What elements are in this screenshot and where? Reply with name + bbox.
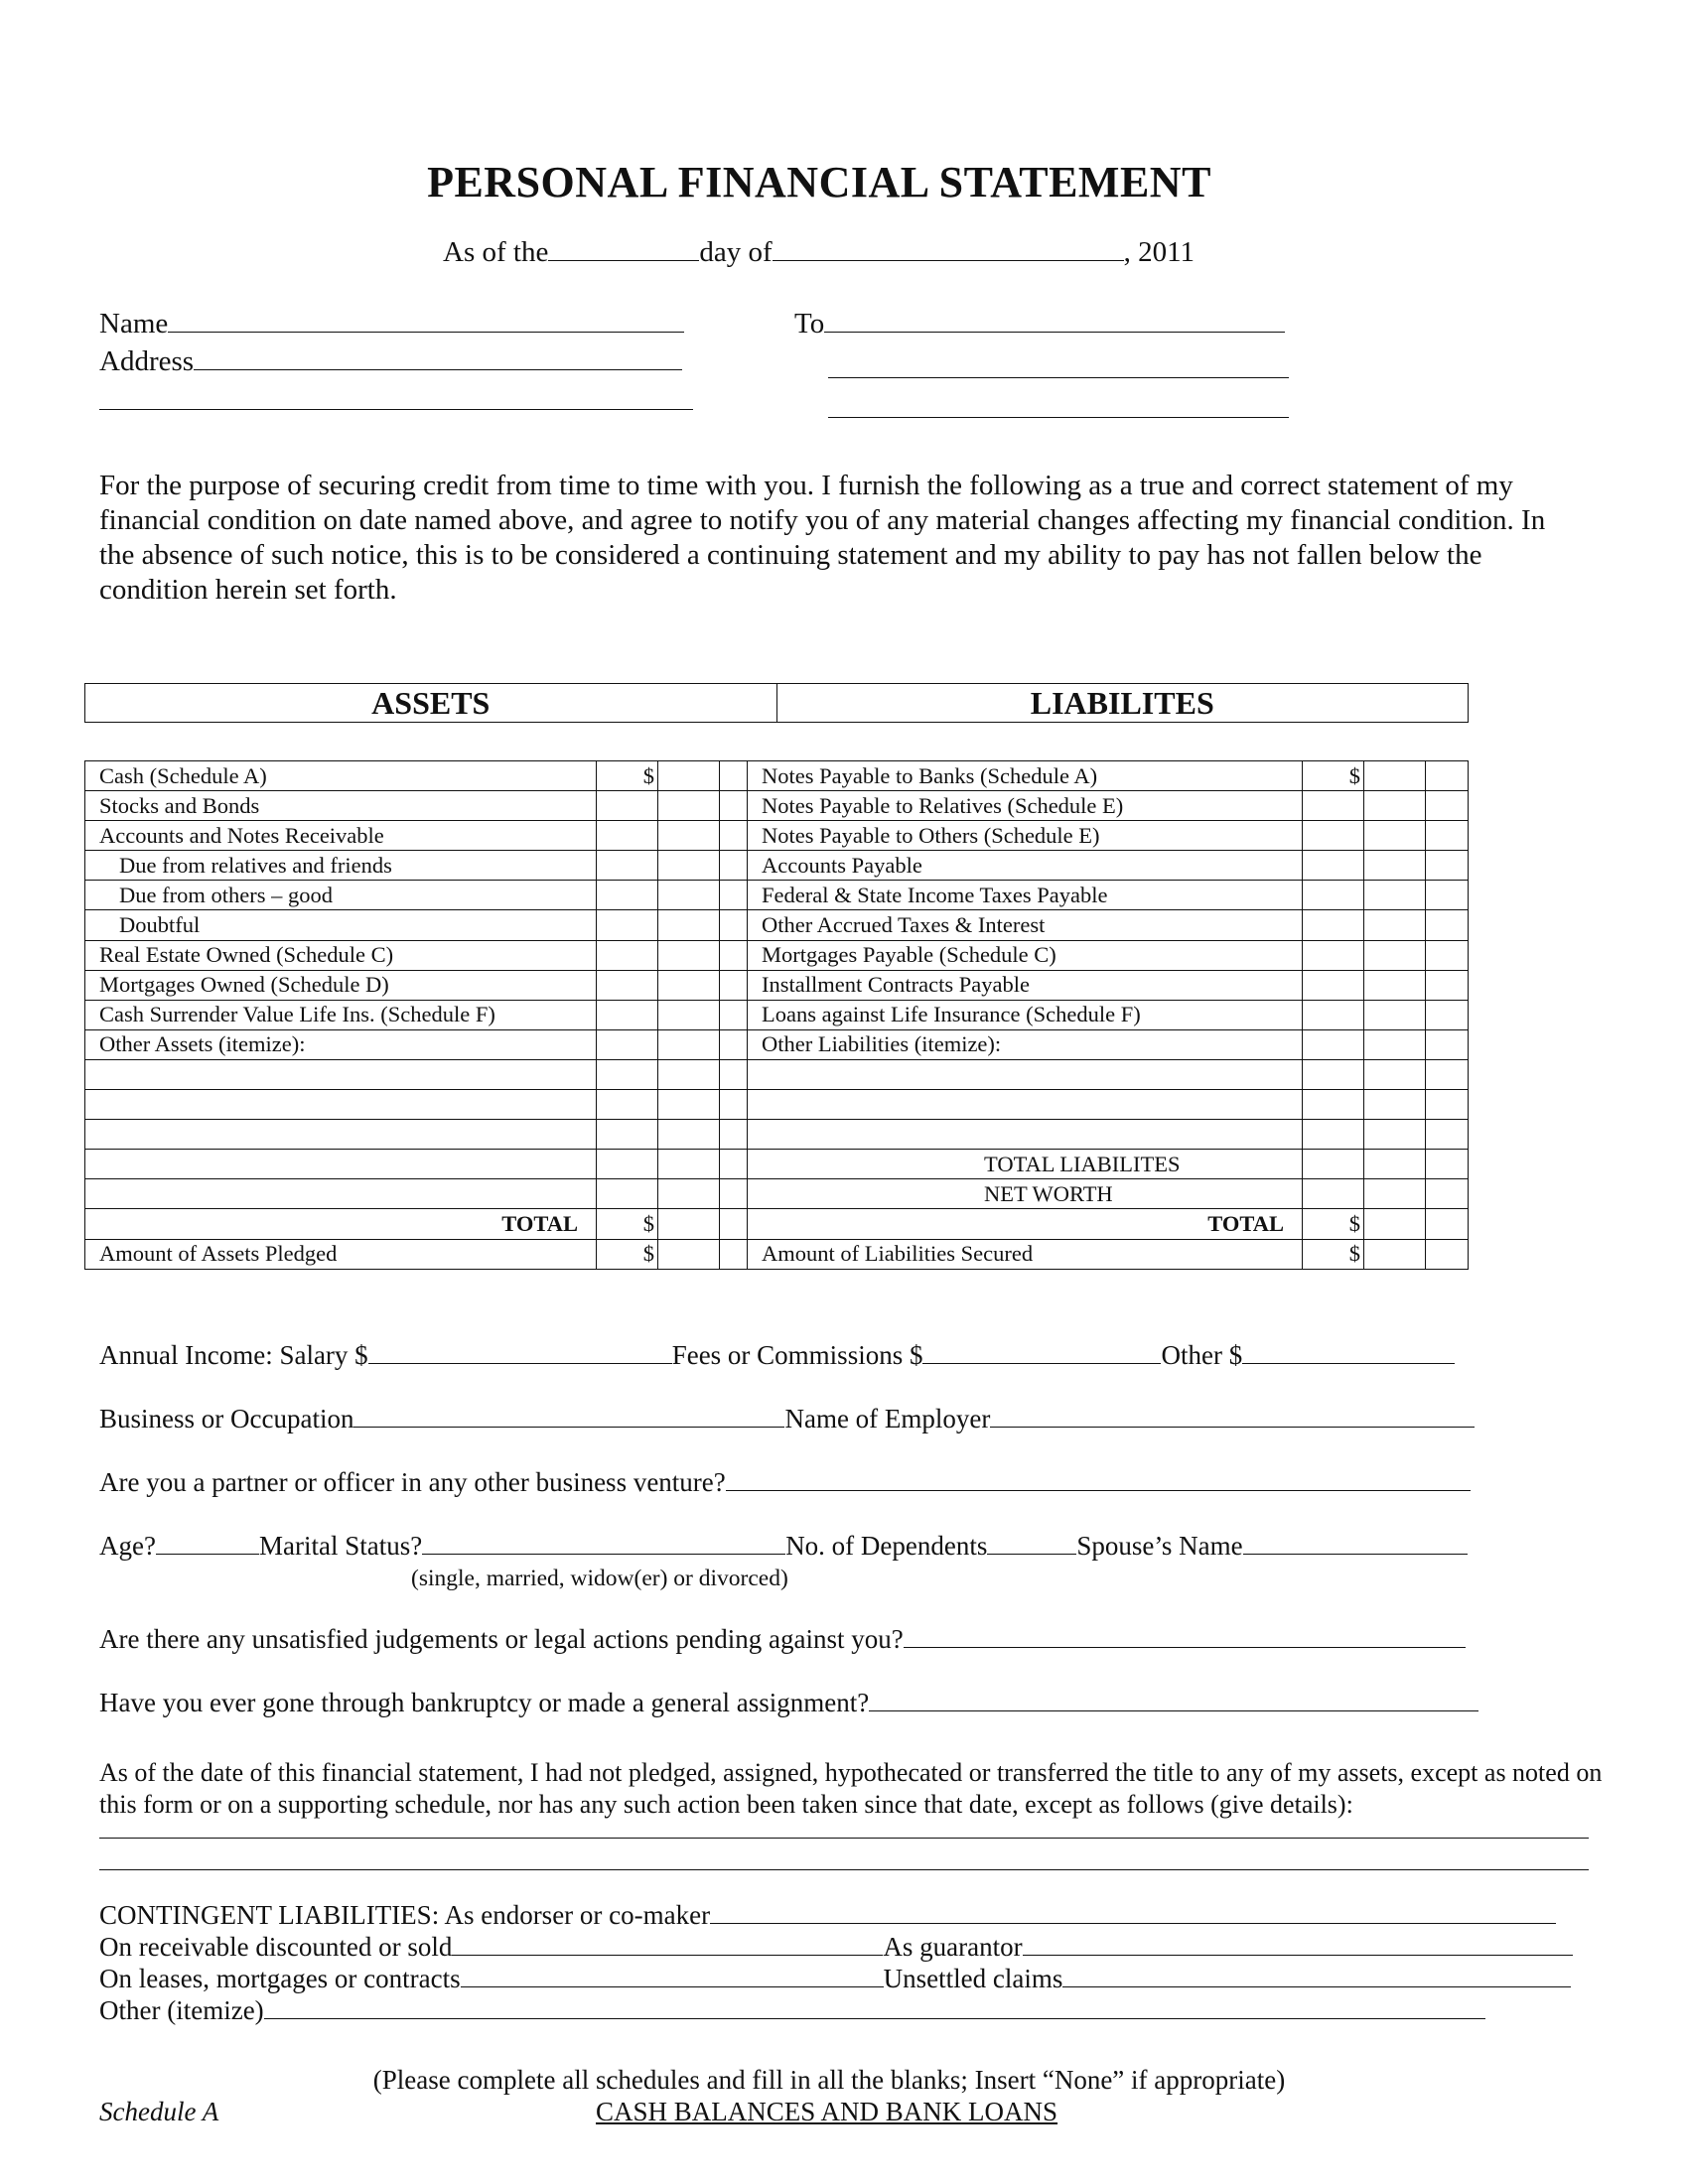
partner-question: Are you a partner or officer in any other business venture?	[99, 1467, 726, 1497]
asset-label: Cash (Schedule A)	[85, 761, 597, 791]
asset-cents-cell[interactable]	[720, 940, 748, 970]
address-field[interactable]	[194, 368, 682, 370]
liability-label: Notes Payable to Banks (Schedule A)	[748, 761, 1303, 791]
liability-amount-cell[interactable]	[1364, 1029, 1426, 1059]
to-field[interactable]	[824, 331, 1285, 333]
claims-field[interactable]	[1062, 1985, 1571, 1987]
table-row	[85, 1179, 1469, 1209]
asset-label	[85, 1120, 597, 1150]
table-row	[85, 881, 1469, 910]
partner-field[interactable]	[726, 1489, 1471, 1491]
table-row	[85, 1029, 1469, 1059]
occupation-label: Business or Occupation	[99, 1404, 354, 1433]
assets-total-amount[interactable]	[658, 1209, 720, 1239]
judgements-question: Are there any unsatisfied judgements or legal actions pending against you?	[99, 1624, 904, 1654]
receivable-label: On receivable discounted or sold	[99, 1932, 453, 1962]
day-blank[interactable]	[548, 259, 699, 261]
liability-cents-cell[interactable]	[1426, 1029, 1469, 1059]
asset-label: Due from others – good	[85, 881, 597, 910]
date-middle: day of	[699, 236, 773, 268]
asset-label	[85, 1059, 597, 1089]
name-label: Name	[99, 308, 169, 340]
contingent-row-3	[99, 1964, 1571, 1994]
asset-amount-cell[interactable]	[658, 821, 720, 851]
dependents-label: No. of Dependents	[785, 1531, 988, 1561]
liabilities-secured-amount[interactable]	[1364, 1239, 1426, 1269]
contingent-label: CONTINGENT LIABILITIES: As endorser or co-maker	[99, 1900, 711, 1930]
asset-cents-cell[interactable]	[720, 761, 748, 791]
asset-label: Due from relatives and friends	[85, 851, 597, 881]
liability-cents-cell[interactable]	[1426, 821, 1469, 851]
asset-amount-cell[interactable]	[597, 940, 658, 970]
asset-label: Stocks and Bonds	[85, 791, 597, 821]
liability-cents-cell[interactable]	[1426, 1090, 1469, 1120]
liability-amount-cell[interactable]	[1303, 940, 1364, 970]
personal-row	[99, 1531, 1468, 1562]
asset-cents-cell[interactable]	[720, 1059, 748, 1089]
asset-label	[85, 1179, 597, 1209]
schedule-label: Schedule A	[99, 2097, 219, 2126]
asset-amount-cell[interactable]	[597, 1029, 658, 1059]
assets-total-cents[interactable]	[720, 1209, 748, 1239]
total-row	[85, 1209, 1469, 1239]
liability-label: TOTAL LIABILITES	[748, 1150, 1303, 1179]
asset-label: Accounts and Notes Receivable	[85, 821, 597, 851]
table-row	[85, 1090, 1469, 1120]
liability-amount-cell[interactable]	[1364, 1120, 1426, 1150]
co-maker-field[interactable]	[710, 1922, 1556, 1924]
table-row	[85, 1150, 1469, 1179]
salary-label: Annual Income: Salary $	[99, 1340, 368, 1370]
liability-amount-cell[interactable]	[1303, 1150, 1364, 1179]
liabilities-secured-cents[interactable]	[1426, 1239, 1469, 1269]
assets-pledged-amount[interactable]: $	[597, 1239, 658, 1269]
liability-amount-cell[interactable]	[1364, 881, 1426, 910]
asset-amount-cell[interactable]	[597, 1090, 658, 1120]
liability-amount-cell[interactable]	[1364, 1000, 1426, 1029]
pledge-details-line-2[interactable]	[99, 1869, 1589, 1870]
liability-amount-cell[interactable]: $	[1303, 761, 1364, 791]
liability-amount-cell[interactable]	[1364, 1090, 1426, 1120]
date-line	[443, 236, 1195, 269]
pledge-details-line-1[interactable]	[99, 1838, 1589, 1839]
asset-label: Mortgages Owned (Schedule D)	[85, 970, 597, 1000]
partner-row	[99, 1467, 1471, 1498]
table-row	[85, 791, 1469, 821]
table-row	[85, 910, 1469, 940]
liabilities-total-amount[interactable]	[1364, 1209, 1426, 1239]
assets-total-amount[interactable]: $	[597, 1209, 658, 1239]
contingent-row-2	[99, 1932, 1573, 1963]
liability-cents-cell[interactable]	[1426, 970, 1469, 1000]
spouse-field[interactable]	[1243, 1553, 1468, 1555]
asset-cents-cell[interactable]	[720, 1150, 748, 1179]
liability-amount-cell[interactable]	[1303, 1179, 1364, 1209]
liability-amount-cell[interactable]	[1303, 821, 1364, 851]
intro-paragraph: For the purpose of securing credit from time to time with you. I furnish the following as a true and correct statement of my financial condition on date named above, and agree to notify you of any material changes affecting my financial condition. In the absence of such notice, this is to be considered a continuing statement and my ability to pay has not fallen below the condition herein set forth.	[99, 470, 1546, 606]
liability-label: Accounts Payable	[748, 851, 1303, 881]
liability-cents-cell[interactable]	[1426, 940, 1469, 970]
occupation-field[interactable]	[353, 1426, 784, 1428]
asset-cents-cell[interactable]	[720, 910, 748, 940]
asset-amount-cell[interactable]	[658, 940, 720, 970]
schedule-title: CASH BALANCES AND BANK LOANS	[596, 2097, 1058, 2126]
liability-cents-cell[interactable]	[1426, 881, 1469, 910]
bankruptcy-question: Have you ever gone through bankruptcy or made a general assignment?	[99, 1688, 870, 1717]
liability-amount-cell[interactable]	[1303, 1059, 1364, 1089]
balance-sheet-table	[84, 760, 1469, 1270]
liability-amount-cell[interactable]	[1303, 970, 1364, 1000]
asset-cents-cell[interactable]	[720, 1179, 748, 1209]
assets-total-label: TOTAL	[85, 1209, 597, 1239]
employer-label: Name of Employer	[784, 1404, 991, 1433]
marital-field[interactable]	[422, 1553, 785, 1555]
table-row	[85, 1059, 1469, 1089]
asset-cents-cell[interactable]	[720, 970, 748, 1000]
asset-amount-cell[interactable]	[658, 1179, 720, 1209]
liability-amount-cell[interactable]	[1364, 791, 1426, 821]
liability-cents-cell[interactable]	[1426, 910, 1469, 940]
to-row	[794, 308, 1285, 341]
asset-cents-cell[interactable]	[720, 1000, 748, 1029]
liability-label: NET WORTH	[748, 1179, 1303, 1209]
assets-pledged-cents[interactable]	[720, 1239, 748, 1269]
fees-field[interactable]	[922, 1362, 1161, 1364]
liability-amount-cell[interactable]	[1303, 910, 1364, 940]
employer-field[interactable]	[990, 1426, 1475, 1428]
liability-label: Other Accrued Taxes & Interest	[748, 910, 1303, 940]
asset-amount-cell[interactable]	[658, 1150, 720, 1179]
liability-label: Loans against Life Insurance (Schedule F)	[748, 1000, 1303, 1029]
asset-amount-cell[interactable]: $	[597, 761, 658, 791]
assets-header: ASSETS	[85, 684, 777, 722]
liability-amount-cell[interactable]	[1303, 1120, 1364, 1150]
table-row	[85, 821, 1469, 851]
liability-cents-cell[interactable]	[1426, 1150, 1469, 1179]
age-label: Age?	[99, 1531, 156, 1561]
liability-cents-cell[interactable]	[1426, 1000, 1469, 1029]
occupation-row	[99, 1404, 1475, 1434]
liability-label	[748, 1120, 1303, 1150]
liability-amount-cell[interactable]	[1364, 761, 1426, 791]
table-row	[85, 761, 1469, 791]
asset-label	[85, 1150, 597, 1179]
leases-label: On leases, mortgages or contracts	[99, 1964, 461, 1993]
liability-label	[748, 1059, 1303, 1089]
liability-label: Notes Payable to Relatives (Schedule E)	[748, 791, 1303, 821]
liability-amount-cell[interactable]	[1303, 1090, 1364, 1120]
liability-amount-cell[interactable]	[1364, 1150, 1426, 1179]
asset-cents-cell[interactable]	[720, 881, 748, 910]
liabilities-total-amount[interactable]: $	[1303, 1209, 1364, 1239]
contingent-row-4	[99, 1995, 1485, 2026]
date-suffix: , 2011	[1123, 236, 1196, 268]
asset-amount-cell[interactable]	[658, 881, 720, 910]
liability-label: Notes Payable to Others (Schedule E)	[748, 821, 1303, 851]
asset-label: Cash Surrender Value Life Ins. (Schedule F)	[85, 1000, 597, 1029]
asset-cents-cell[interactable]	[720, 1029, 748, 1059]
liability-amount-cell[interactable]	[1364, 1059, 1426, 1089]
asset-amount-cell[interactable]	[597, 1059, 658, 1089]
liability-amount-cell[interactable]	[1364, 1179, 1426, 1209]
assets-pledged-label: Amount of Assets Pledged	[85, 1239, 597, 1269]
asset-amount-cell[interactable]	[597, 821, 658, 851]
asset-cents-cell[interactable]	[720, 791, 748, 821]
liability-label	[748, 1090, 1303, 1120]
pledge-statement: As of the date of this financial statement, I had not pledged, assigned, hypothecated or transferred the title to any of my assets, except as noted on this form or on a supporting schedule, nor has any such action been taken since that date, except as follows (give details):	[99, 1758, 1603, 1819]
name-row	[99, 308, 684, 341]
liability-cents-cell[interactable]	[1426, 761, 1469, 791]
asset-amount-cell[interactable]	[658, 1029, 720, 1059]
other-contingent-field[interactable]	[264, 2017, 1485, 2019]
asset-amount-cell[interactable]	[597, 1000, 658, 1029]
asset-label	[85, 1090, 597, 1120]
table-row	[85, 1000, 1469, 1029]
liabilities-total-cents[interactable]	[1426, 1209, 1469, 1239]
liability-label: Federal & State Income Taxes Payable	[748, 881, 1303, 910]
receivable-field[interactable]	[452, 1954, 883, 1956]
judgements-field[interactable]	[904, 1646, 1466, 1648]
other-income-label: Other $	[1161, 1340, 1243, 1370]
liability-amount-cell[interactable]	[1303, 1029, 1364, 1059]
liability-label: Mortgages Payable (Schedule C)	[748, 940, 1303, 970]
pledged-row	[85, 1239, 1469, 1269]
asset-amount-cell[interactable]	[597, 910, 658, 940]
table-row	[85, 1120, 1469, 1150]
asset-cents-cell[interactable]	[720, 821, 748, 851]
liability-cents-cell[interactable]	[1426, 851, 1469, 881]
dependents-field[interactable]	[987, 1553, 1076, 1555]
table-row	[85, 970, 1469, 1000]
asset-amount-cell[interactable]	[597, 1179, 658, 1209]
judgements-row	[99, 1624, 1466, 1655]
asset-amount-cell[interactable]	[658, 1090, 720, 1120]
asset-amount-cell[interactable]	[597, 970, 658, 1000]
liabilities-secured-amount[interactable]: $	[1303, 1239, 1364, 1269]
income-row	[99, 1340, 1455, 1371]
page-title: PERSONAL FINANCIAL STATEMENT	[427, 158, 1211, 206]
liability-amount-cell[interactable]	[1364, 851, 1426, 881]
liability-cents-cell[interactable]	[1426, 1179, 1469, 1209]
liability-amount-cell[interactable]	[1364, 970, 1426, 1000]
address-label: Address	[99, 345, 195, 377]
liability-cents-cell[interactable]	[1426, 1059, 1469, 1089]
liabilities-header: LIABILITES	[1030, 685, 1214, 721]
contingent-row-1	[99, 1900, 1556, 1931]
asset-label: Other Assets (itemize):	[85, 1029, 597, 1059]
liability-amount-cell[interactable]	[1364, 910, 1426, 940]
liabilities-total-label: TOTAL	[748, 1209, 1303, 1239]
spouse-label: Spouse’s Name	[1076, 1531, 1243, 1561]
marital-hint: (single, married, widow(er) or divorced)	[411, 1566, 788, 1591]
liability-amount-cell[interactable]	[1303, 1000, 1364, 1029]
liability-amount-cell[interactable]	[1303, 881, 1364, 910]
liabilities-secured-label: Amount of Liabilities Secured	[748, 1239, 1303, 1269]
to-field-3[interactable]	[828, 417, 1289, 418]
asset-amount-cell[interactable]	[597, 1120, 658, 1150]
asset-label: Real Estate Owned (Schedule C)	[85, 940, 597, 970]
asset-amount-cell[interactable]	[658, 970, 720, 1000]
asset-amount-cell[interactable]	[658, 1120, 720, 1150]
address-row	[99, 345, 682, 378]
asset-amount-cell[interactable]	[658, 1000, 720, 1029]
fees-label: Fees or Commissions $	[671, 1340, 923, 1370]
liability-amount-cell[interactable]	[1303, 791, 1364, 821]
asset-amount-cell[interactable]	[597, 1150, 658, 1179]
age-field[interactable]	[156, 1553, 259, 1555]
asset-cents-cell[interactable]	[720, 851, 748, 881]
asset-amount-cell[interactable]	[658, 761, 720, 791]
bankruptcy-row	[99, 1688, 1478, 1718]
asset-amount-cell[interactable]	[658, 791, 720, 821]
footer-note: (Please complete all schedules and fill in all the blanks; Insert “None” if appropriate)	[372, 2065, 1286, 2095]
liability-amount-cell[interactable]	[1303, 851, 1364, 881]
asset-label: Doubtful	[85, 910, 597, 940]
marital-label: Marital Status?	[258, 1531, 423, 1561]
name-field[interactable]	[168, 331, 684, 333]
to-field-2[interactable]	[828, 377, 1289, 378]
liability-amount-cell[interactable]	[1364, 821, 1426, 851]
asset-amount-cell[interactable]	[597, 851, 658, 881]
guarantor-label: As guarantor	[883, 1932, 1023, 1962]
leases-field[interactable]	[461, 1985, 884, 1987]
assets-pledged-amount[interactable]	[658, 1239, 720, 1269]
asset-cents-cell[interactable]	[720, 1120, 748, 1150]
liability-label: Other Liabilities (itemize):	[748, 1029, 1303, 1059]
asset-amount-cell[interactable]	[658, 851, 720, 881]
to-label: To	[794, 308, 825, 340]
salary-field[interactable]	[368, 1362, 672, 1364]
address-field-2[interactable]	[99, 409, 693, 410]
other-income-field[interactable]	[1242, 1362, 1455, 1364]
asset-amount-cell[interactable]	[597, 791, 658, 821]
bankruptcy-field[interactable]	[869, 1709, 1478, 1711]
month-blank[interactable]	[773, 259, 1124, 261]
date-prefix: As of the	[443, 236, 549, 268]
other-contingent-label: Other (itemize)	[99, 1995, 264, 2025]
asset-amount-cell[interactable]	[597, 881, 658, 910]
liability-cents-cell[interactable]	[1426, 791, 1469, 821]
guarantor-field[interactable]	[1023, 1954, 1573, 1956]
table-row	[85, 851, 1469, 881]
asset-cents-cell[interactable]	[720, 1090, 748, 1120]
table-row	[85, 940, 1469, 970]
liability-amount-cell[interactable]	[1364, 940, 1426, 970]
liability-label: Installment Contracts Payable	[748, 970, 1303, 1000]
liability-cents-cell[interactable]	[1426, 1120, 1469, 1150]
balance-header	[84, 683, 1469, 723]
asset-amount-cell[interactable]	[658, 1059, 720, 1089]
claims-label: Unsettled claims	[883, 1964, 1063, 1993]
asset-amount-cell[interactable]	[658, 910, 720, 940]
